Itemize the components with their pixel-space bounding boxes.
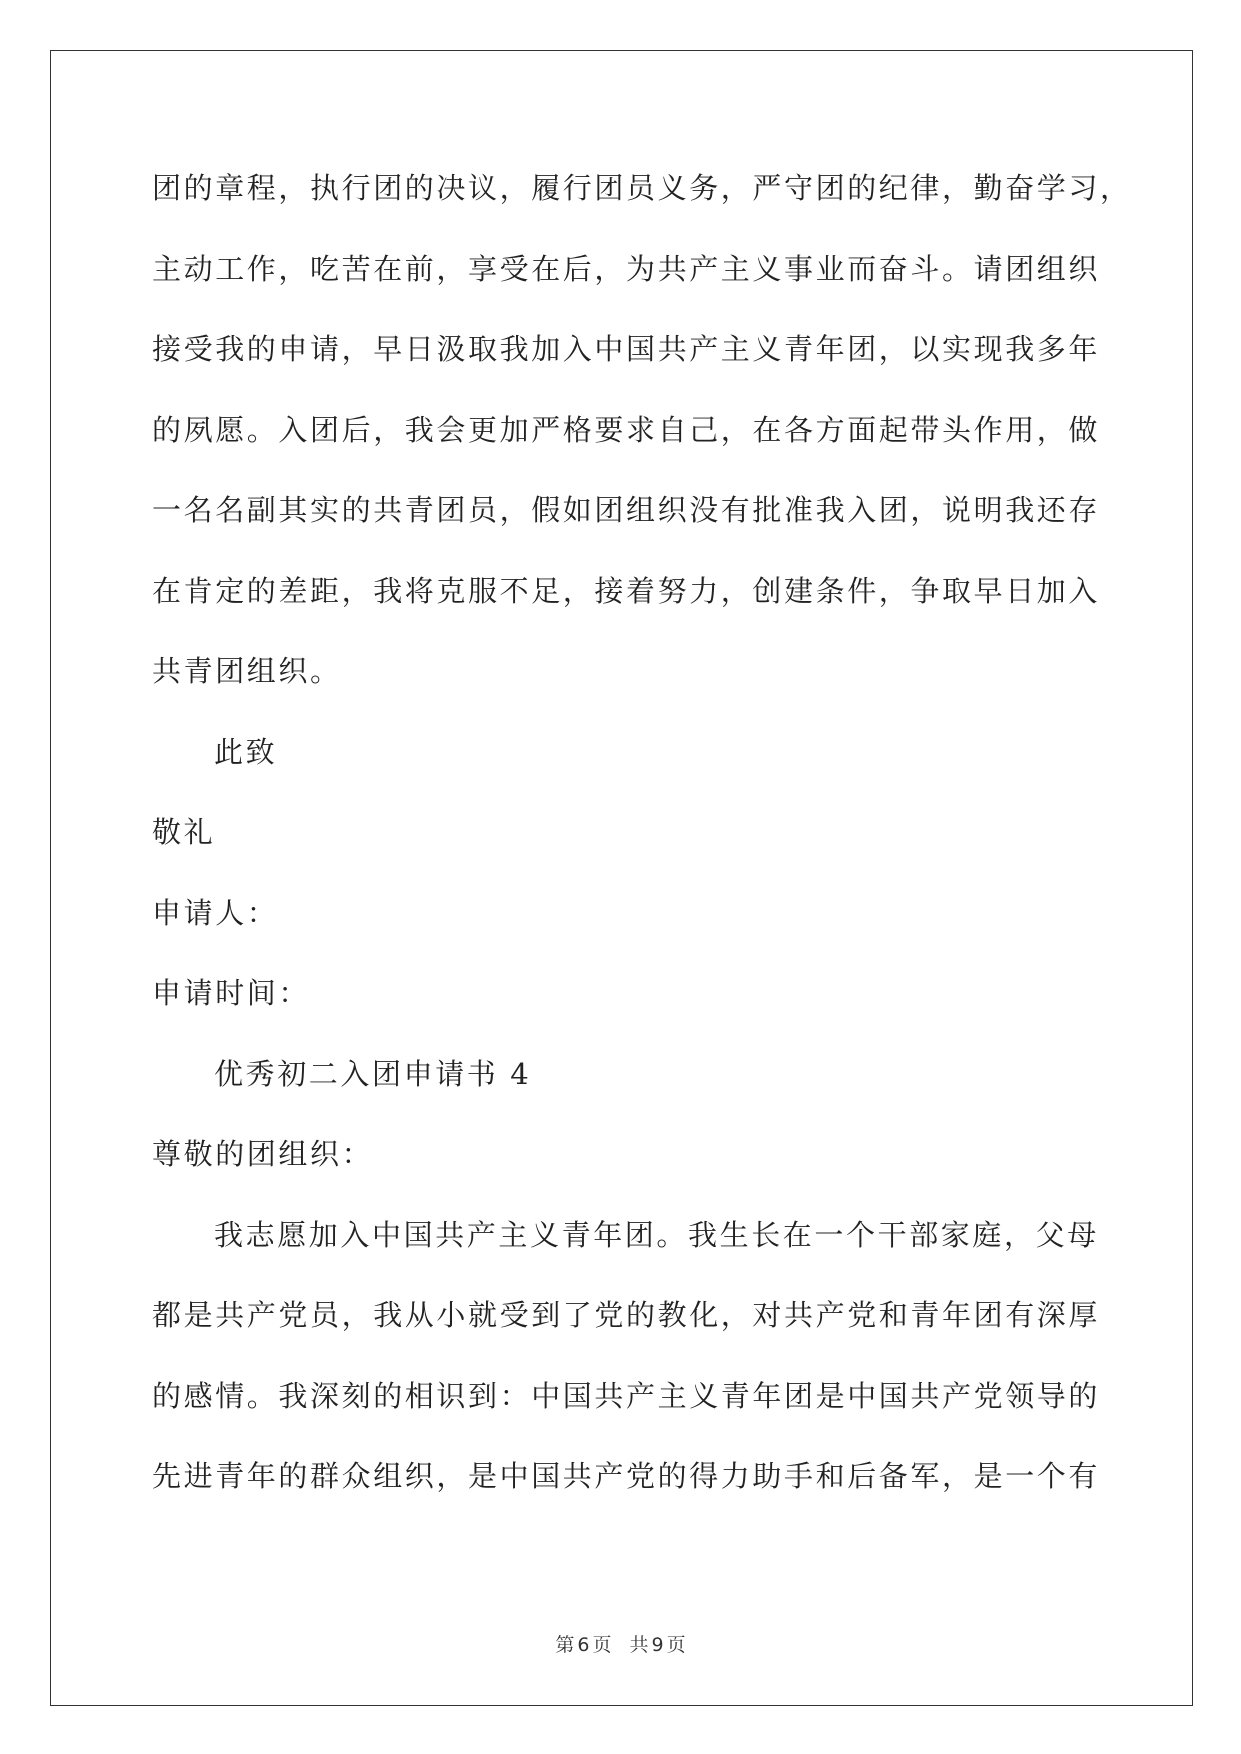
application-date-label: 申请时间： bbox=[152, 976, 311, 1010]
footer-page-current: 6 bbox=[577, 1634, 590, 1656]
body-line-7: 共青团组织。 bbox=[152, 654, 342, 688]
body-line-5: 一名名副其实的共青团员，假如团组织没有批准我入团，说明我还存 bbox=[152, 493, 1101, 527]
body-line-6: 在肯定的差距，我将克服不足，接着努力，创建条件，争取早日加入 bbox=[152, 574, 1101, 608]
body-line-3: 接受我的申请，早日汲取我加入中国共产主义青年团，以实现我多年 bbox=[152, 332, 1101, 366]
body-line-1: 团的章程，执行团的决议，履行团员义务，严守团的纪律，勤奋学习， bbox=[152, 171, 1132, 205]
footer-page-total: 9 bbox=[651, 1634, 664, 1656]
closing-regards: 敬礼 bbox=[152, 815, 216, 849]
greeting: 尊敬的团组织： bbox=[152, 1137, 374, 1171]
closing-salutation: 此致 bbox=[214, 735, 278, 769]
footer-page-suffix: 页 bbox=[592, 1634, 612, 1656]
body-line-4: 的夙愿。入团后，我会更加严格要求自己，在各方面起带头作用，做 bbox=[152, 413, 1101, 447]
footer-total-prefix: 共 bbox=[629, 1634, 649, 1656]
body-line-16: 的感情。我深刻的相识到：中国共产主义青年团是中国共产党领导的 bbox=[152, 1379, 1101, 1413]
applicant-label: 申请人： bbox=[152, 896, 279, 930]
footer-page-prefix: 第 bbox=[555, 1634, 575, 1656]
body-line-14: 我志愿加入中国共产主义青年团。我生长在一个干部家庭，父母 bbox=[214, 1218, 1099, 1252]
body-line-2: 主动工作，吃苦在前，享受在后，为共产主义事业而奋斗。请团组织 bbox=[152, 252, 1101, 286]
body-line-17: 先进青年的群众组织，是中国共产党的得力助手和后备军，是一个有 bbox=[152, 1459, 1101, 1493]
page-footer bbox=[0, 1630, 1241, 1657]
footer-total-suffix: 页 bbox=[666, 1634, 686, 1656]
body-line-15: 都是共产党员，我从小就受到了党的教化，对共产党和青年团有深厚 bbox=[152, 1298, 1101, 1332]
section-title: 优秀初二入团申请书 4 bbox=[214, 1057, 532, 1091]
